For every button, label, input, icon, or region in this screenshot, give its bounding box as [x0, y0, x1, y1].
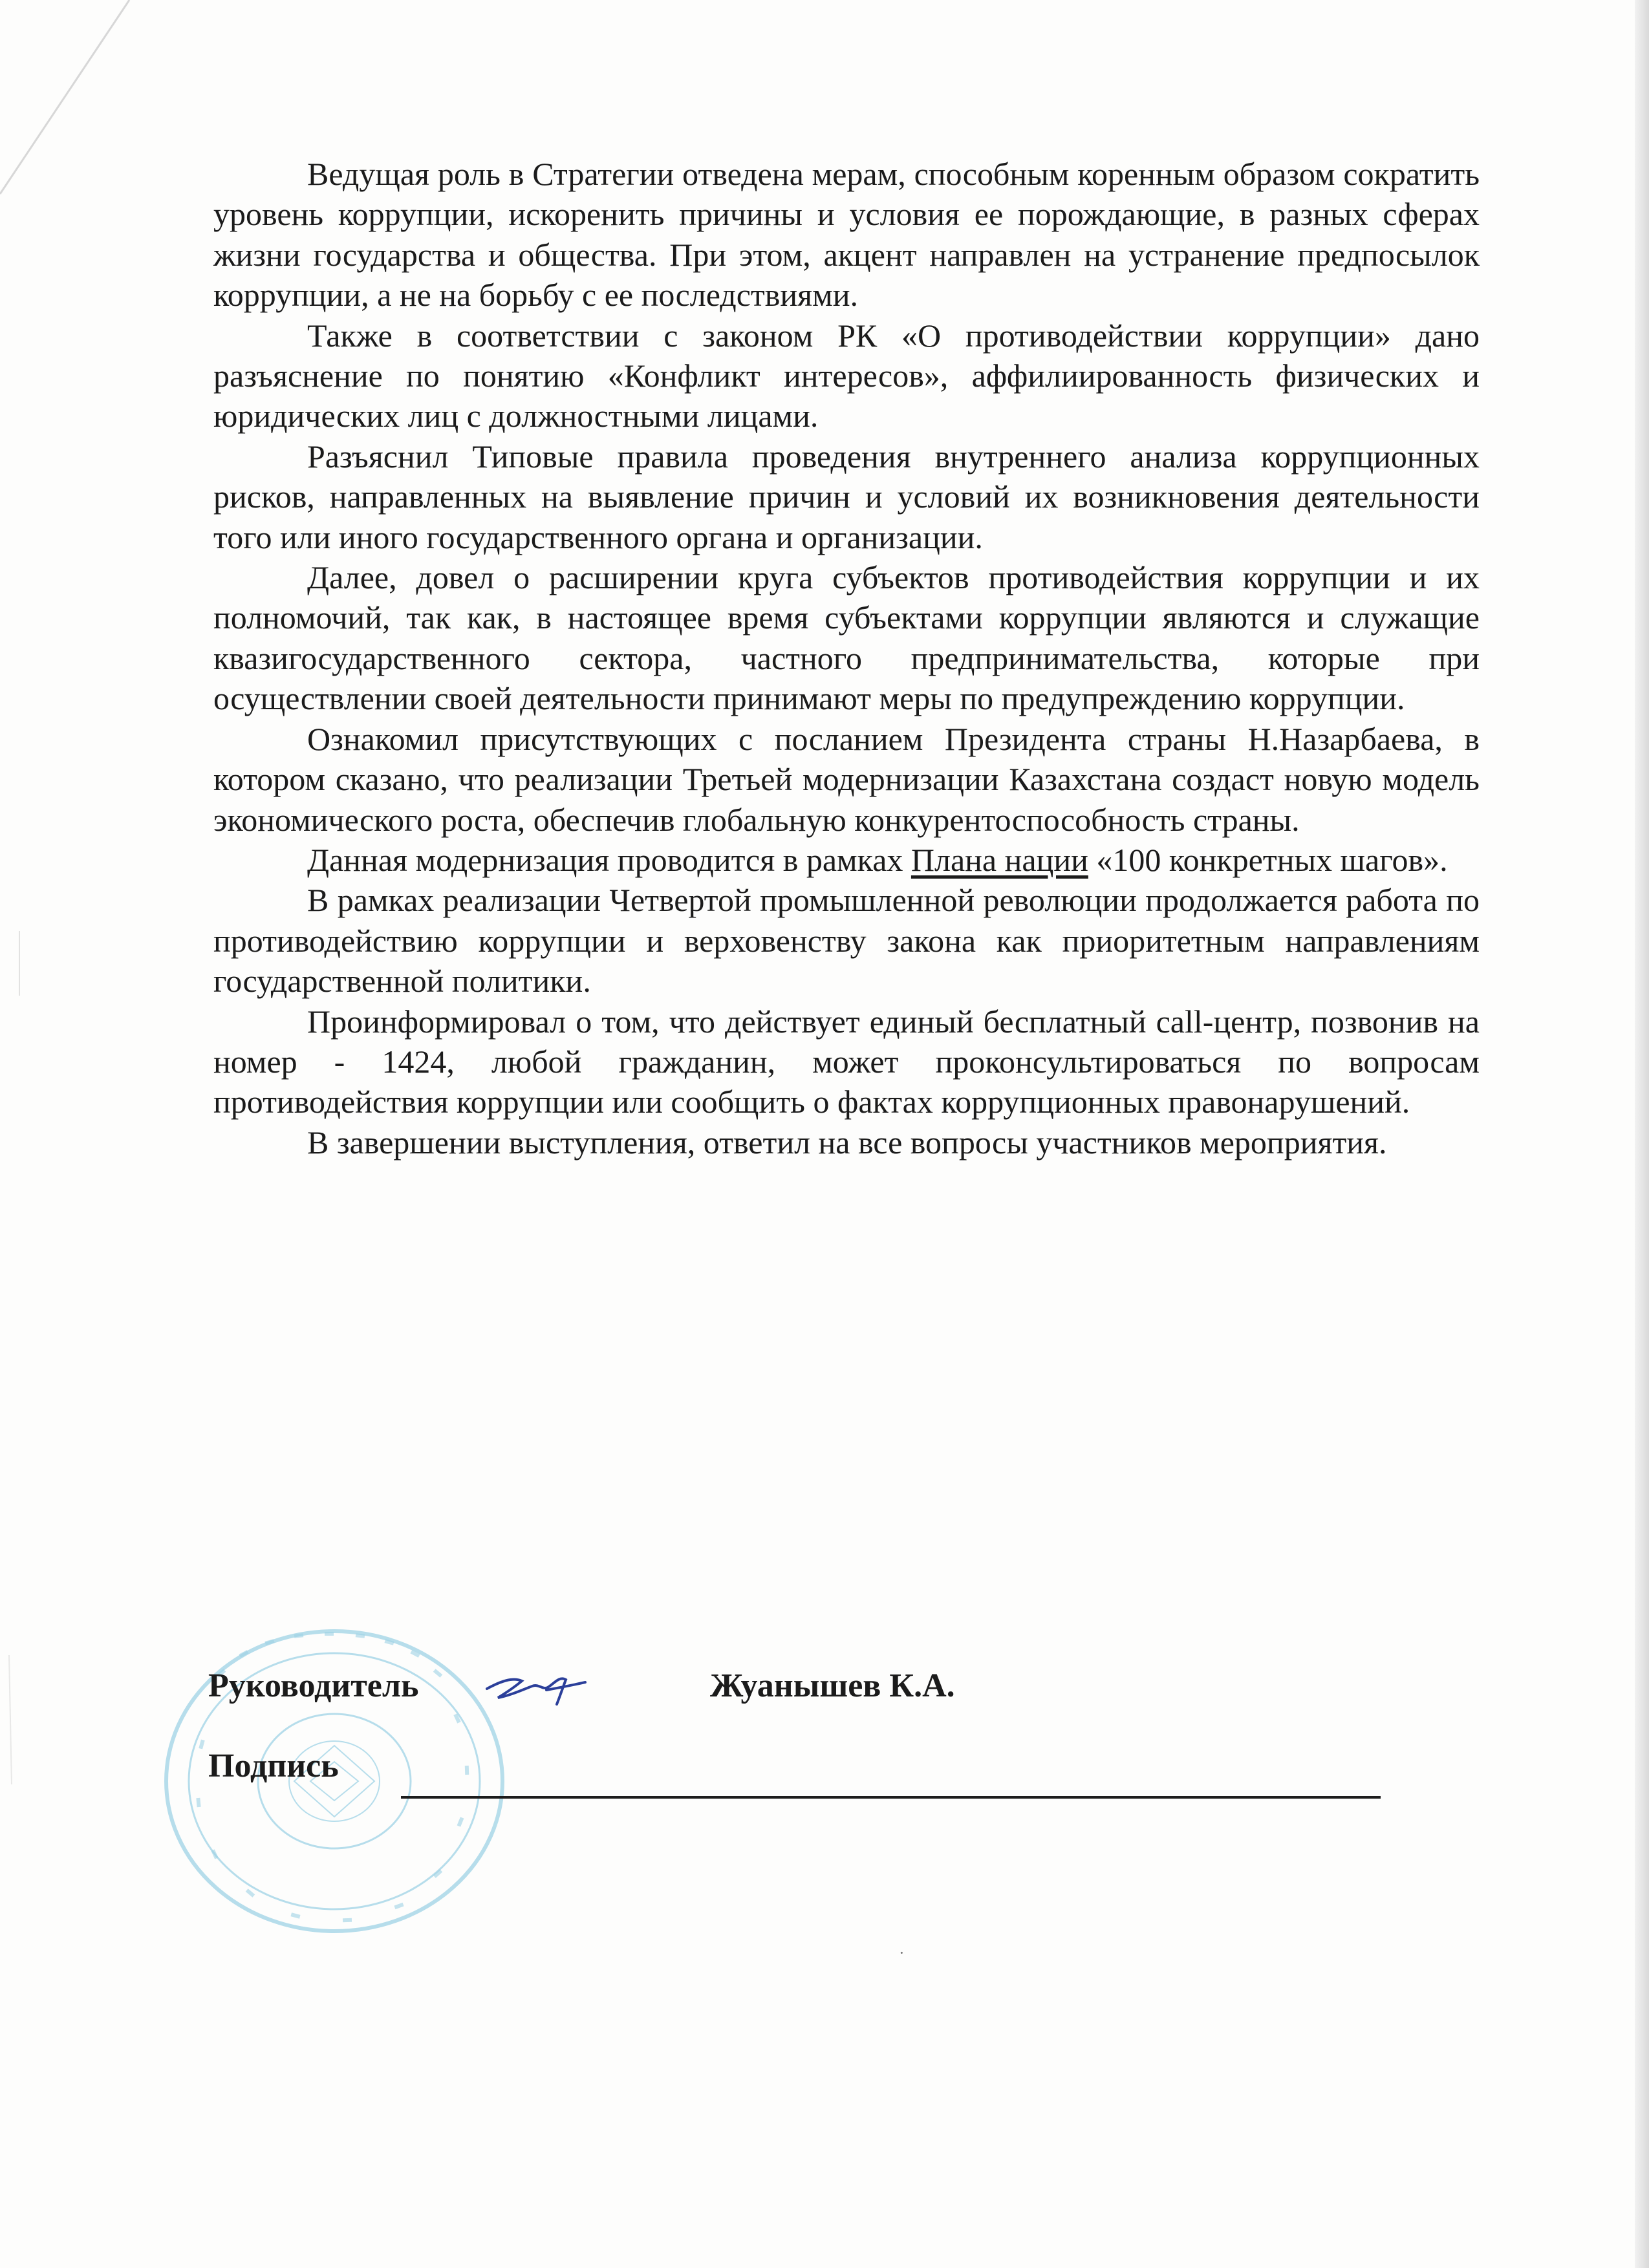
paragraph-text: «100 конкретных шагов».	[1088, 841, 1448, 878]
paragraph: В завершении выступления, ответил на все вопросы участников мероприятия.	[307, 1124, 1387, 1161]
paragraph	[213, 840, 1480, 880]
scan-speck: ·	[899, 1943, 905, 1962]
signer-name: Жуанышев К.А.	[710, 1667, 955, 1704]
paragraph-text: Данная модернизация проводится в рамках	[307, 841, 911, 878]
signature-line	[401, 1796, 1381, 1799]
signature-block	[208, 1667, 1476, 1796]
document-body	[213, 154, 1480, 1162]
paragraph: Также в соответствии с законом РК «О противодействии коррупции» дано разъяснение по понятию «Конфликт интересов», аффилиированность физических и юридических лиц с должностными лицами.	[213, 317, 1480, 434]
signer-role-label: Руководитель	[208, 1667, 419, 1704]
paragraph: Далее, довел о расширении круга субъектов противодействия коррупции и их полномочий, так как, в настоящее время субъектами коррупции являются и служащие квазигосударственного сектора, частного предпринимательства, которые при осуществлении своей деятельности принимают меры по предупреждению коррупции.	[213, 559, 1480, 717]
paragraph: Ведущая роль в Стратегии отведена мерам, способным коренным образом сократить уровень коррупции, искоренить причины и условия ее порождающие, в разных сферах жизни государства и общества. При этом, акцент направлен на устранение предпосылок коррупции, а не на борьбу с ее последствиями.	[213, 156, 1480, 314]
scan-edge	[1635, 0, 1649, 2268]
signature-label: Подпись	[208, 1748, 339, 1784]
paragraph: Проинформировал о том, что действует единый бесплатный call-центр, позвонив на номер - 1424, любой гражданин, может проконсультироваться по вопросам противодействия коррупции или сообщить о фактах коррупционных правонарушений.	[213, 1003, 1480, 1120]
underlined-text: Плана нации	[911, 841, 1088, 878]
paragraph: В рамках реализации Четвертой промышленной революции продолжается работа по противодействию коррупции и верховенству закона как приоритетным направлениям государственной политики.	[213, 882, 1480, 1000]
paragraph: Разъяснил Типовые правила проведения внутреннего анализа коррупционных рисков, направленных на выявление причин и условий их возникновения деятельности того или иного государственного органа и организации.	[213, 438, 1480, 555]
paragraph: Ознакомил присутствующих с посланием Президента страны Н.Назарбаева, в котором сказано, что реализации Третьей модернизации Казахстана создаст новую модель экономического роста, обеспечив глобальную конкурентоспособность страны.	[213, 720, 1480, 838]
handwritten-signature	[482, 1662, 588, 1713]
